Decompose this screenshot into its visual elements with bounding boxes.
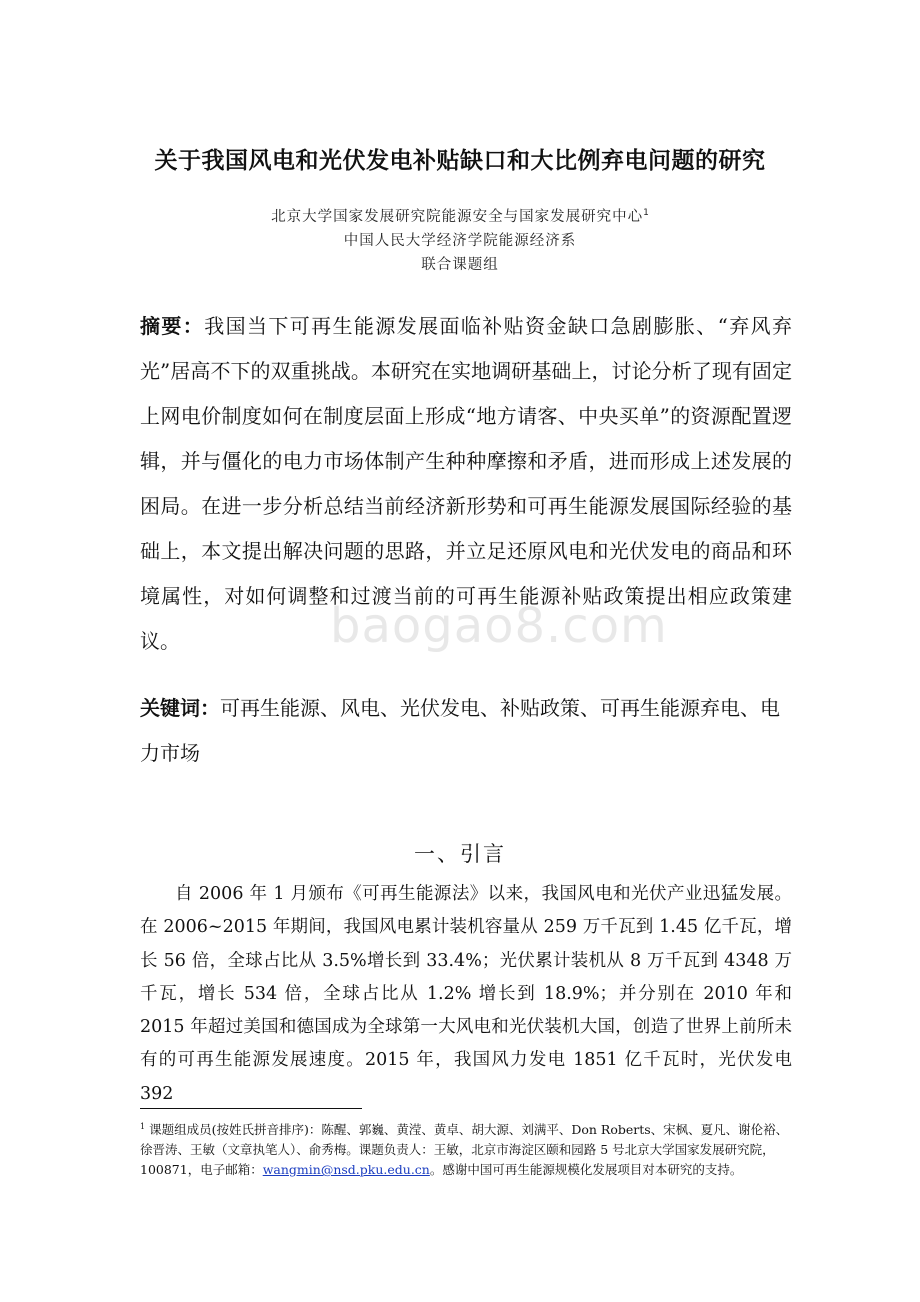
abstract-label: 摘要： [140, 314, 205, 338]
paper-title: 关于我国风电和光伏发电补贴缺口和大比例弃电问题的研究 [154, 147, 766, 174]
footnote-marker: 1 [140, 1122, 146, 1131]
email-link[interactable]: wangmin@nsd.pku.edu.cn [262, 1162, 430, 1178]
footnote-text: 课题组成员(按姓氏拼音排序)：陈醒、郭巍、黄滢、黄卓、胡大源、刘满平、Don Roberts、宋枫、夏凡、谢伦裕、徐晋涛、王敏（文章执笔人）、俞秀梅。课题负责人：王敏，北京市海淀区颐和园路 5 号北京大学国家发展研究院，100871，电子邮箱： [140, 1122, 789, 1178]
footnote-divider [140, 1108, 362, 1109]
footnote-ref-1[interactable]: 1 [643, 208, 649, 219]
affiliation-line-1 [0, 205, 920, 226]
affiliation-line-2: 中国人民大学经济学院能源经济系 [343, 233, 577, 249]
keywords [140, 686, 792, 776]
affiliation-line-3: 联合课题组 [421, 257, 499, 273]
keywords-text: 可再生能源、风电、光伏发电、补贴政策、可再生能源弃电、电力市场 [140, 696, 780, 765]
affiliation-text-1: 北京大学国家发展研究院能源安全与国家发展研究中心 [271, 209, 644, 225]
footnote [140, 1117, 792, 1180]
keywords-label: 关键词： [140, 696, 220, 720]
footnote-text-after: 。感谢中国可再生能源规模化发展项目对本研究的支持。 [429, 1162, 743, 1178]
abstract-text: 我国当下可再生能源发展面临补贴资金缺口急剧膨胀、“弃风弃光”居高不下的双重挑战。本研究在实地调研基础上，讨论分析了现有固定上网电价制度如何在制度层面上形成“地方请客、中央买单”的资源配置逻辑，并与僵化的电力市场体制产生种种摩擦和矛盾，进而形成上述发展的困局。在进一步分析总结当前经济新形势和可再生能源发展国际经验的基础上，本文提出解决问题的思路，并立足还原风电和光伏发电的商品和环境属性，对如何调整和过渡当前的可再生能源补贴政策提出相应政策建议。 [140, 314, 793, 653]
section-heading: 一、引言 [414, 842, 506, 866]
intro-paragraph: 自 2006 年 1 月颁布《可再生能源法》以来，我国风电和光伏产业迅猛发展。在 2006~2015 年期间，我国风电累计装机容量从 259 万千瓦到 1.45 亿千瓦，增长 56 倍，全球占比从 3.5%增长到 33.4%；光伏累计装机从 8 万千瓦到 4348 万千瓦，增长 534 倍，全球占比从 1.2% 增长到 18.9%；并分别在 2010 年和 2015 年超过美国和德国成为全球第一大风电和光伏装机大国，创造了世界上前所未有的可再生能源发展速度。2015 年，我国风力发电 1851 亿千瓦时，光伏发电 392 [140, 884, 792, 1104]
watermark: baogao8.com [330, 598, 668, 654]
